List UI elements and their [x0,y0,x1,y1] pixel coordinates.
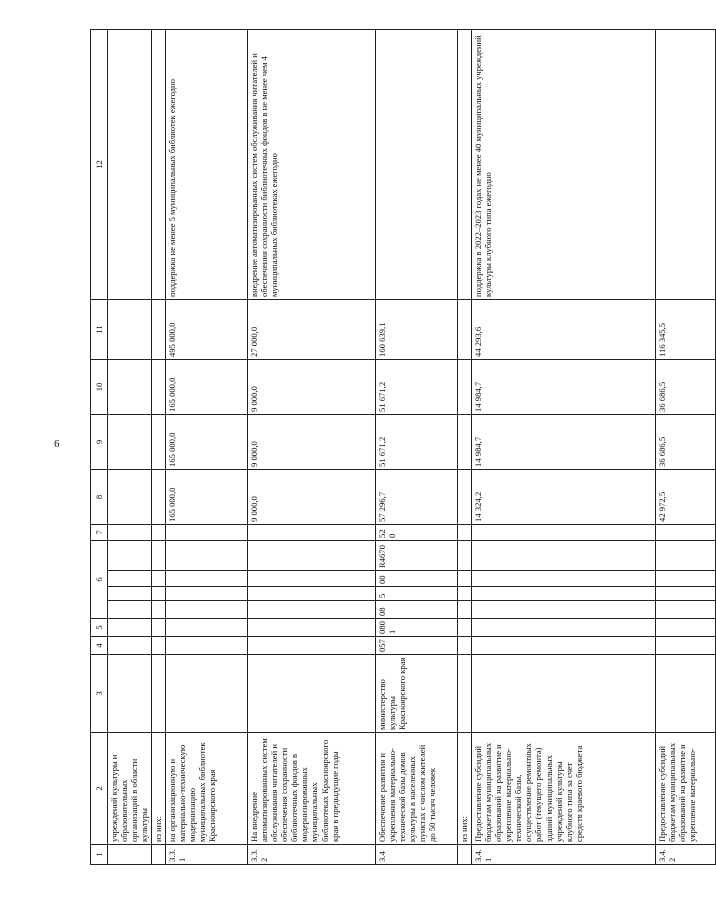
program-table [90,29,716,865]
row-result: поддержка не менее 5 муниципальных библиотек ежегодно [165,29,247,299]
row-2023 [108,414,152,469]
row-2024: 9 000,0 [247,359,375,414]
row-vr [655,524,715,540]
row-vr [457,524,471,540]
row-csr-1 [151,601,165,619]
row-2024 [151,359,165,414]
row-csr-3 [108,571,152,587]
row-vr: 520 [375,524,457,540]
row-2023: 165 000,0 [165,414,247,469]
row-csr-2 [108,587,152,601]
row-csr-3 [655,571,715,587]
row-csr-4 [165,540,247,570]
row-2023 [457,414,471,469]
row-section [471,619,655,637]
row-vr [247,524,375,540]
row-total: 495 000,0 [165,299,247,359]
row-name: учреждений культуры и образовательных организаций в области культуры [108,733,152,845]
row-2022: 57 296,7 [375,469,457,524]
row-number: 3.4 [375,845,457,865]
row-csr-1 [165,601,247,619]
row-grbs: 057 [375,637,457,655]
row-number [151,845,165,865]
row-name: из них: [151,733,165,845]
header-cell: 1 [91,845,108,865]
row-csr-4 [108,540,152,570]
row-result [655,29,715,299]
row-csr-4 [457,540,471,570]
row-2024: 14 984,7 [471,359,655,414]
row-grbs [151,637,165,655]
row-total: 160 639,1 [375,299,457,359]
header-cell: 9 [91,414,108,469]
header-cell: 3 [91,655,108,733]
header-cell: 5 [91,619,108,637]
row-name: из них: [457,733,471,845]
row-csr-4 [151,540,165,570]
row-section: 0801 [375,619,457,637]
row-csr-1 [108,601,152,619]
row-number [457,845,471,865]
row-total: 27 000,0 [247,299,375,359]
row-total [457,299,471,359]
row-csr-2 [471,587,655,601]
row-vr [108,524,152,540]
row-section [457,619,471,637]
row-2023: 14 984,7 [471,414,655,469]
row-result [375,29,457,299]
row-total: 116 345,5 [655,299,715,359]
table-body [91,29,716,864]
row-2024: 165 000,0 [165,359,247,414]
row-csr-1 [471,601,655,619]
row-csr-1 [655,601,715,619]
row-executor [471,655,655,733]
row-total [108,299,152,359]
row-2022: 9 000,0 [247,469,375,524]
row-csr-1: 08 [375,601,457,619]
row-number: 3.4.2 [655,845,715,865]
row-result [457,29,471,299]
row-csr-2 [151,587,165,601]
header-cell: 8 [91,469,108,524]
row-2023: 51 671,2 [375,414,457,469]
row-csr-3: 00 [375,571,457,587]
table-row [247,29,375,864]
row-grbs [165,637,247,655]
row-2022 [108,469,152,524]
row-vr [471,524,655,540]
row-grbs [457,637,471,655]
row-csr-3 [247,571,375,587]
row-csr-2: 5 [375,587,457,601]
table-row [471,29,655,864]
table-row [655,29,715,864]
row-section [108,619,152,637]
table-row [108,29,152,864]
row-grbs [655,637,715,655]
header-cell: 2 [91,733,108,845]
table-row [151,29,165,864]
rotated-page-content [90,30,697,865]
row-2024 [457,359,471,414]
row-executor: министерство культуры Красноярского края [375,655,457,733]
row-csr-1 [457,601,471,619]
row-grbs [108,637,152,655]
row-2022 [457,469,471,524]
row-2023: 36 686,5 [655,414,715,469]
row-vr [151,524,165,540]
row-number: 3.3.2 [247,845,375,865]
row-csr-4 [471,540,655,570]
row-2024 [108,359,152,414]
row-result: внедрение автоматизированных систем обслуживания читателей и обеспечения сохранности библиотечных фондов в не менее чем 4 муниципальных библиотеках ежегодно [247,29,375,299]
header-cell: 7 [91,524,108,540]
table-row [165,29,247,864]
row-2023 [151,414,165,469]
row-csr-1 [247,601,375,619]
row-executor [655,655,715,733]
row-name: Предоставление субсидий бюджетам муниципальных образований на развитие и укрепление материально- [655,733,715,845]
row-csr-4: R4670 [375,540,457,570]
header-cell: 4 [91,637,108,655]
row-grbs [247,637,375,655]
row-name: Предоставление субсидий бюджетам муниципальных образований на развитие и укрепление материально-технической базы, осуществление ремонтных работ (текущего ремонта) зданий муниципальных учреждений культуры клубного типа за счет средств краевого бюджета [471,733,655,845]
row-2024: 36 686,5 [655,359,715,414]
row-number: 3.4.1 [471,845,655,865]
row-section [165,619,247,637]
row-csr-4 [655,540,715,570]
row-2022: 14 324,2 [471,469,655,524]
row-csr-4 [247,540,375,570]
row-csr-3 [457,571,471,587]
row-executor [151,655,165,733]
row-number [108,845,152,865]
header-cell: 10 [91,359,108,414]
row-section [151,619,165,637]
table-row [375,29,457,864]
row-executor [247,655,375,733]
header-row [91,29,108,864]
row-name: На внедрение автоматизированных систем обслуживания читателей и обеспечения сохранности библиотечных фондов в модернизированных муниципальных библиотеках Красноярского края в предыдущие годы [247,733,375,845]
row-csr-3 [151,571,165,587]
row-csr-2 [457,587,471,601]
row-total: 44 293,6 [471,299,655,359]
row-csr-3 [471,571,655,587]
row-total [151,299,165,359]
table-row [457,29,471,864]
row-name: на организационную и материально-техническую модернизацию муниципальных библиотек Красноярского края [165,733,247,845]
row-csr-2 [655,587,715,601]
row-number: 3.3.1 [165,845,247,865]
row-2022: 42 972,5 [655,469,715,524]
row-2024: 51 671,2 [375,359,457,414]
page-number: 6 [54,438,60,450]
row-executor [165,655,247,733]
row-2022: 165 000,0 [165,469,247,524]
row-2023: 9 000,0 [247,414,375,469]
row-result [151,29,165,299]
header-cell: 12 [91,29,108,299]
row-executor [108,655,152,733]
row-section [247,619,375,637]
row-vr [165,524,247,540]
row-executor [457,655,471,733]
header-cell: 6 [91,540,108,618]
row-csr-2 [165,587,247,601]
row-result: поддержка в 2022–2023 годах не менее 40 муниципальных учреждений культуры клубного типа ежегодно [471,29,655,299]
row-csr-3 [165,571,247,587]
row-grbs [471,637,655,655]
row-2022 [151,469,165,524]
row-section [655,619,715,637]
row-csr-2 [247,587,375,601]
row-name: Обеспечение развития и укрепления материально-технической базы домов культуры в населенных пунктах с числом жителей до 50 тысяч человек [375,733,457,845]
row-result [108,29,152,299]
header-cell: 11 [91,299,108,359]
